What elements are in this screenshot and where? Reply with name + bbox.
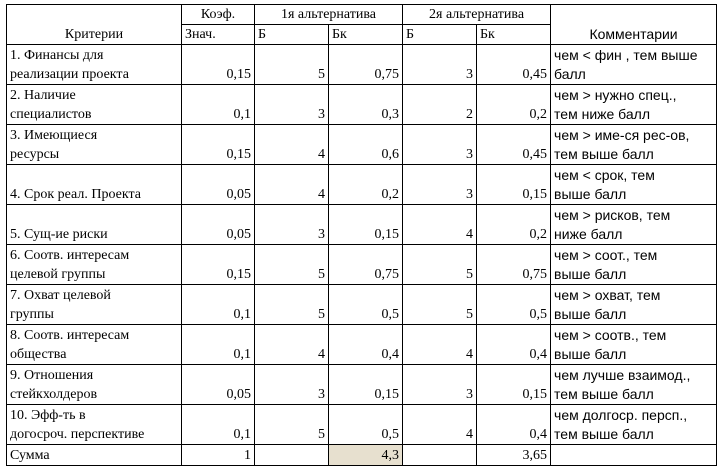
alt2-bk-cell: 0,2 <box>477 85 551 125</box>
alt1-bk-cell: 0,5 <box>329 285 403 325</box>
comment-cell <box>551 205 717 245</box>
criterion-line2: реализации проекта <box>10 67 129 82</box>
coef-header-line2: Знач. <box>182 25 255 45</box>
comment-cell <box>551 285 717 325</box>
alt2-b-cell: 5 <box>403 245 477 285</box>
alt2-b-cell: 3 <box>403 45 477 85</box>
table-row <box>7 165 717 205</box>
criterion-line1: 7. Охват целевой <box>10 288 111 303</box>
criterion-line2: ресурсы <box>10 147 60 162</box>
table-row <box>7 85 717 125</box>
total-alt2-bk: 3,65 <box>477 445 551 466</box>
comment-line2: ниже балл <box>554 226 623 242</box>
alt2-b-cell: 4 <box>403 205 477 245</box>
comment-line1: чем > охват, тем <box>554 287 661 303</box>
alt2-header: 2я альтернатива <box>403 5 551 25</box>
criterion-line2: стейкхолдеров <box>10 387 98 402</box>
alt1-b-header: Б <box>255 25 329 45</box>
coef-cell: 0,05 <box>182 205 255 245</box>
total-row <box>7 445 717 466</box>
criterion-line1: 9. Отношения <box>10 368 94 383</box>
alt1-b-cell: 4 <box>255 165 329 205</box>
criterion-cell <box>7 45 182 85</box>
comment-cell <box>551 85 717 125</box>
total-alt2-b-empty <box>403 445 477 466</box>
total-alt1-bk: 4,3 <box>329 445 403 466</box>
total-alt1-b-empty <box>255 445 329 466</box>
comment-cell <box>551 165 717 205</box>
alt1-b-cell: 4 <box>255 125 329 165</box>
table-row <box>7 325 717 365</box>
alt2-b-cell: 3 <box>403 165 477 205</box>
comment-line1: чем < фин , тем выше <box>554 47 698 63</box>
comment-line1: чем > соот., тем <box>554 247 658 263</box>
comment-cell <box>551 325 717 365</box>
comment-cell <box>551 45 717 85</box>
comment-line1: чем > соотв., тем <box>554 327 667 343</box>
alt2-b-cell: 3 <box>403 365 477 405</box>
alt2-b-cell: 3 <box>403 125 477 165</box>
comment-line1: чем лучше взаимод., <box>554 367 691 383</box>
coef-cell: 0,1 <box>182 325 255 365</box>
alt1-bk-cell: 0,15 <box>329 365 403 405</box>
criterion-line2: 4. Срок реал. Проекта <box>10 187 141 202</box>
comment-line2: выше балл <box>554 186 627 202</box>
comment-line1: чем > име-ся рес-ов, <box>554 127 690 143</box>
criterion-cell <box>7 405 182 445</box>
alt2-bk-cell: 0,45 <box>477 125 551 165</box>
alt1-bk-header: Бк <box>329 25 403 45</box>
alt1-bk-cell: 0,4 <box>329 325 403 365</box>
alt2-b-header: Б <box>403 25 477 45</box>
alt1-header: 1я альтернатива <box>255 5 403 25</box>
alt2-bk-cell: 0,45 <box>477 45 551 85</box>
criterion-line2: целевой группы <box>10 267 106 282</box>
total-comment-empty <box>551 445 717 466</box>
alt1-bk-cell: 0,15 <box>329 205 403 245</box>
alt1-b-cell: 3 <box>255 85 329 125</box>
comment-cell <box>551 365 717 405</box>
alt1-b-cell: 3 <box>255 365 329 405</box>
coef-cell: 0,15 <box>182 45 255 85</box>
coef-cell: 0,1 <box>182 85 255 125</box>
table-row <box>7 365 717 405</box>
alt2-bk-cell: 0,5 <box>477 285 551 325</box>
criteria-header: Критерии <box>7 5 182 45</box>
alt1-b-cell: 5 <box>255 45 329 85</box>
comment-line2: тем выше балл <box>554 146 654 162</box>
alt2-b-cell: 4 <box>403 405 477 445</box>
comment-line1: чем долгоср. персп., <box>554 407 688 423</box>
alt2-bk-cell: 0,15 <box>477 165 551 205</box>
alt1-bk-cell: 0,6 <box>329 125 403 165</box>
criterion-line2: общества <box>10 347 67 362</box>
alt1-b-cell: 5 <box>255 285 329 325</box>
comment-line2: тем выше балл <box>554 386 654 402</box>
criterion-cell <box>7 365 182 405</box>
criterion-line1: 3. Имеющиеся <box>10 128 98 143</box>
criterion-line2: 5. Сущ-ие риски <box>10 227 108 242</box>
table-row <box>7 245 717 285</box>
table-row <box>7 285 717 325</box>
header-row-1 <box>7 5 717 25</box>
alt1-bk-cell: 0,2 <box>329 165 403 205</box>
coef-cell: 0,15 <box>182 245 255 285</box>
total-label: Сумма <box>7 445 182 466</box>
alt1-b-cell: 5 <box>255 245 329 285</box>
alt1-bk-cell: 0,75 <box>329 245 403 285</box>
criterion-line1: 2. Наличие <box>10 88 76 103</box>
alt1-b-cell: 3 <box>255 205 329 245</box>
criterion-line1: 8. Соотв. интересам <box>10 328 130 343</box>
comment-line2: тем ниже балл <box>554 106 651 122</box>
coef-cell: 0,05 <box>182 365 255 405</box>
criterion-line1: 1. Финансы для <box>10 48 104 63</box>
criterion-cell <box>7 125 182 165</box>
alt1-bk-cell: 0,3 <box>329 85 403 125</box>
comment-line1: чем > нужно спец., <box>554 87 677 103</box>
comment-line2: выше балл <box>554 346 627 362</box>
criterion-cell <box>7 325 182 365</box>
comment-line2: тем выше балл <box>554 426 654 442</box>
table-row <box>7 205 717 245</box>
comment-cell <box>551 405 717 445</box>
comment-line2: выше балл <box>554 306 627 322</box>
criterion-line1: 10. Эфф-ть в <box>10 408 86 423</box>
criterion-cell <box>7 205 182 245</box>
table-row <box>7 45 717 85</box>
comment-cell <box>551 125 717 165</box>
criterion-cell <box>7 245 182 285</box>
criterion-cell <box>7 85 182 125</box>
alt2-bk-cell: 0,2 <box>477 205 551 245</box>
alt1-b-cell: 5 <box>255 405 329 445</box>
evaluation-table <box>6 4 717 466</box>
comment-line2: выше балл <box>554 266 627 282</box>
alt2-bk-cell: 0,75 <box>477 245 551 285</box>
alt2-b-cell: 2 <box>403 85 477 125</box>
alt2-bk-cell: 0,15 <box>477 365 551 405</box>
criterion-cell <box>7 165 182 205</box>
alt2-b-cell: 5 <box>403 285 477 325</box>
total-coef: 1 <box>182 445 255 466</box>
coef-cell: 0,1 <box>182 285 255 325</box>
alt2-bk-header: Бк <box>477 25 551 45</box>
coef-cell: 0,05 <box>182 165 255 205</box>
comment-line1: чем < срок, тем <box>554 167 655 183</box>
table-row <box>7 125 717 165</box>
criterion-line2: группы <box>10 307 54 322</box>
alt2-bk-cell: 0,4 <box>477 405 551 445</box>
alt1-bk-cell: 0,5 <box>329 405 403 445</box>
comments-header: Комментарии <box>551 5 717 45</box>
comment-line2: балл <box>554 66 586 82</box>
alt2-bk-cell: 0,4 <box>477 325 551 365</box>
criterion-line2: догосроч. перспективе <box>10 427 145 442</box>
coef-cell: 0,1 <box>182 405 255 445</box>
comment-line1: чем > рисков, тем <box>554 207 671 223</box>
criterion-line1: 6. Соотв. интересам <box>10 248 130 263</box>
criterion-line2: специалистов <box>10 107 92 122</box>
table-row <box>7 405 717 445</box>
coef-header-line1: Коэф. <box>182 5 255 25</box>
alt2-b-cell: 4 <box>403 325 477 365</box>
alt1-bk-cell: 0,75 <box>329 45 403 85</box>
alt1-b-cell: 4 <box>255 325 329 365</box>
coef-cell: 0,15 <box>182 125 255 165</box>
criterion-cell <box>7 285 182 325</box>
comment-cell <box>551 245 717 285</box>
